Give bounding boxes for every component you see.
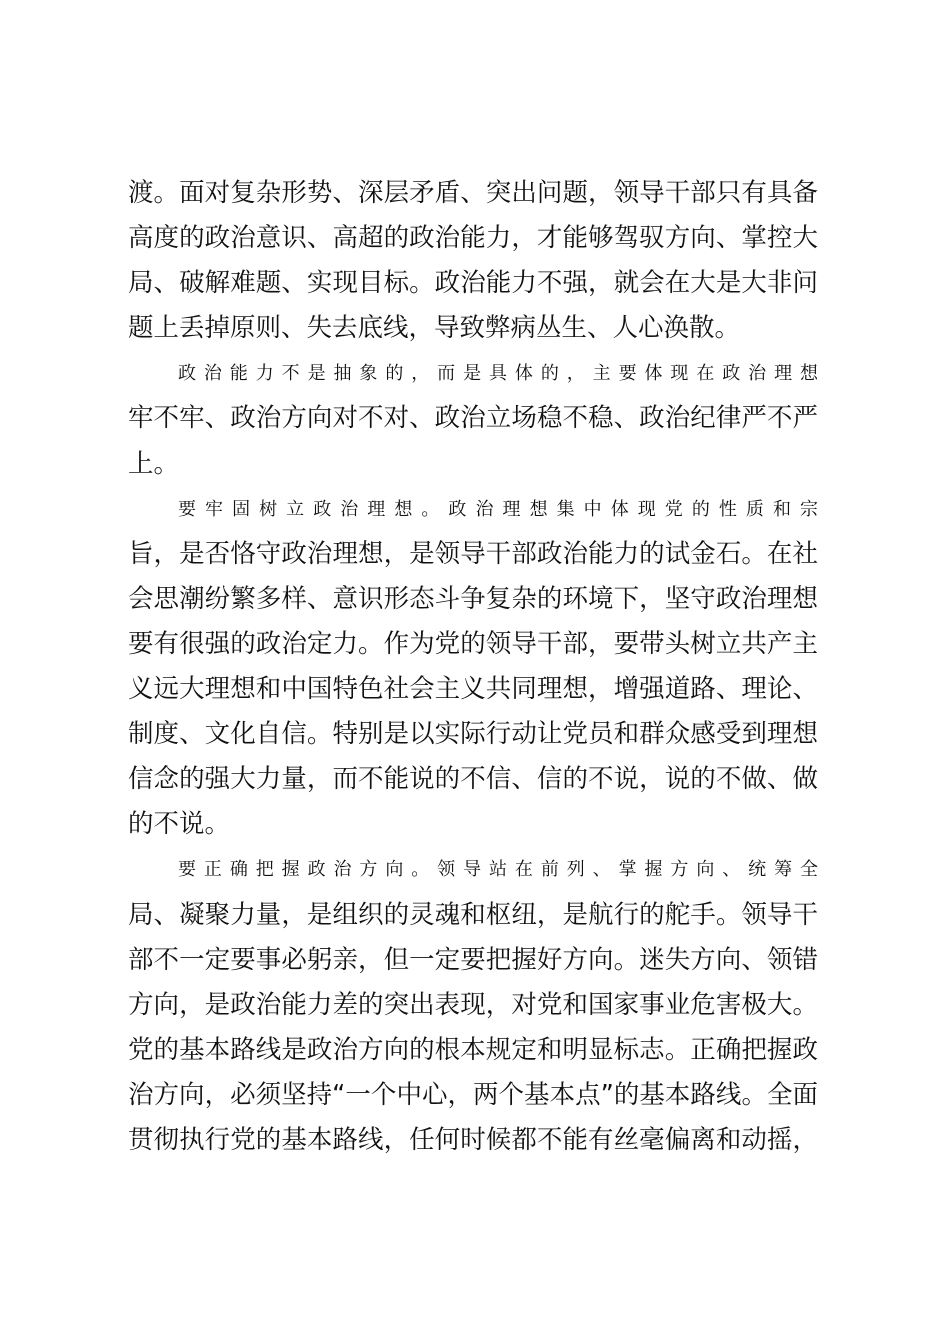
text-line: 旨，是否恪守政治理想，是领导干部政治能力的试金石。在社 — [128, 538, 818, 569]
text-line: 题上丢掉原则、失去底线，导致弊病丛生、人心涣散。 — [128, 313, 741, 344]
text-line: 高度的政治意识、高超的政治能力，才能够驾驭方向、掌控大 — [128, 223, 818, 254]
text-line: 治方向，必须坚持“一个中心，两个基本点”的基本路线。全面 — [128, 1079, 818, 1110]
text-line: 政治能力不是抽象的，而是具体的，主要体现在政治理想 — [178, 363, 818, 385]
text-line: 要牢固树立政治理想。政治理想集中体现党的性质和宗 — [178, 498, 818, 520]
text-line: 党的基本路线是政治方向的根本规定和明显标志。正确把握政 — [128, 1034, 818, 1065]
text-line: 制度、文化自信。特别是以实际行动让党员和群众感受到理想 — [128, 719, 818, 750]
text-line: 贯彻执行党的基本路线，任何时候都不能有丝毫偏离和动摇， — [128, 1124, 818, 1155]
text-line: 要有很强的政治定力。作为党的领导干部，要带头树立共产主 — [128, 628, 818, 659]
text-line: 信念的强大力量，而不能说的不信、信的不说，说的不做、做 — [128, 764, 818, 795]
text-line: 局、凝聚力量，是组织的灵魂和枢纽，是航行的舵手。领导干 — [128, 899, 818, 930]
text-line: 方向，是政治能力差的突出表现，对党和国家事业危害极大。 — [128, 989, 818, 1020]
text-line: 的不说。 — [128, 809, 231, 840]
text-line: 牢不牢、政治方向对不对、政治立场稳不稳、政治纪律严不严 — [128, 403, 818, 434]
text-line: 渡。面对复杂形势、深层矛盾、突出问题，领导干部只有具备 — [128, 178, 818, 208]
text-line: 上。 — [128, 448, 180, 479]
text-line: 局、破解难题、实现目标。政治能力不强，就会在大是大非问 — [128, 268, 818, 299]
text-line: 要正确把握政治方向。领导站在前列、掌握方向、统筹全 — [178, 859, 818, 881]
text-line: 部不一定要事必躬亲，但一定要把握好方向。迷失方向、领错 — [128, 944, 818, 975]
document-body — [128, 171, 818, 1163]
text-line: 会思潮纷繁多样、意识形态斗争复杂的环境下，坚守政治理想 — [128, 583, 818, 614]
text-line: 义远大理想和中国特色社会主义共同理想，增强道路、理论、 — [128, 674, 818, 705]
